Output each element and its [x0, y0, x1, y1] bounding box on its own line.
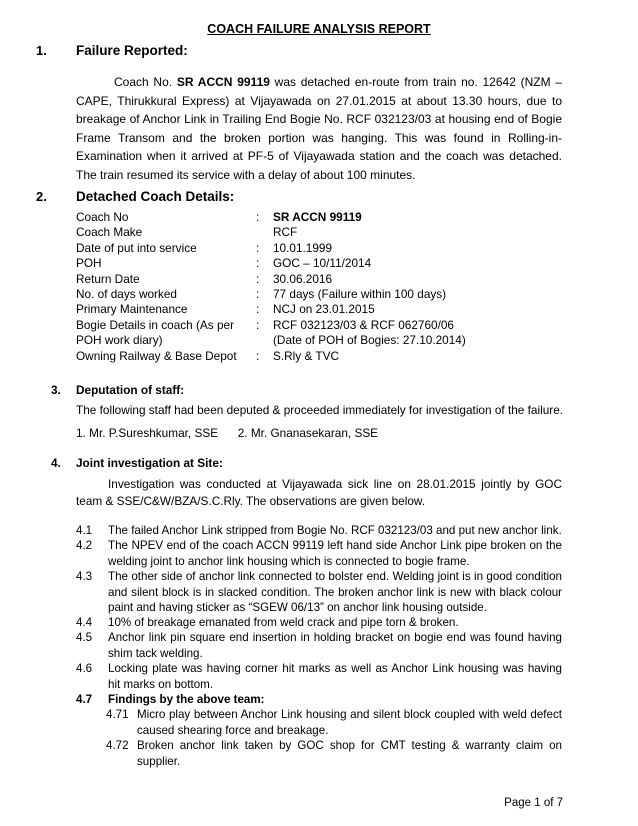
coach-detail-value: 30.06.2016: [273, 271, 333, 286]
coach-detail-row: [76, 241, 576, 256]
observation-number: 4.2: [76, 539, 93, 552]
coach-detail-colon: :: [256, 317, 260, 332]
coach-detail-colon: :: [256, 210, 260, 224]
coach-detail-value: NCJ on 23.01.2015: [273, 302, 375, 317]
finding-subitem: [106, 738, 562, 769]
coach-detail-colon: :: [256, 256, 260, 271]
section-1-heading: Failure Reported:: [76, 43, 188, 58]
coach-detail-value: RCF: [273, 225, 298, 240]
deputation-staff: 1. Mr. P.Sureshkumar, SSE 2. Mr. Gnanasekaran, SSE: [76, 426, 379, 440]
coach-detail-colon: :: [256, 286, 260, 301]
observation-text: The failed Anchor Link stripped from Bogie No. RCF 032123/03 and put new anchor link.: [108, 524, 562, 537]
finding-number: 4.71: [106, 708, 129, 721]
report-title: COACH FAILURE ANALYSIS REPORT: [207, 22, 431, 36]
coach-detail-value: SR ACCN 99119: [273, 210, 362, 224]
failure-text-rest: was detached en-route from train no. 12642 (NZM – CAPE, Thirukkural Express) at Vijayawada on 27.01.2015 at about 13.30 hours, due to breakage of Anchor Link in Trailing End Bogie No. RCF 032123/03 at housing end of Bogie Frame Transom and the broken portion was hanging. This was found in Rolling-in-Examination when it arrived at PF-5 of Vijayawada station and the coach was detached. The train resumed its service with a delay of about 100 minutes.: [76, 75, 563, 182]
section-4-number: 4.: [51, 456, 61, 470]
observation-item: [76, 630, 562, 661]
coach-detail-colon: :: [256, 348, 260, 363]
observation-number: 4.3: [76, 570, 93, 583]
coach-details-table: [76, 210, 576, 364]
failure-coach-number: SR ACCN 99119: [176, 75, 270, 89]
coach-detail-colon: :: [256, 302, 260, 317]
joint-intro: Investigation was conducted at Vijayawada sick line on 28.01.2015 jointly by GOC team & SSE/C&W/BZA/S.C.Rly. The observations are given below.: [76, 477, 562, 508]
observation-number: 4.5: [76, 631, 93, 644]
failure-paragraph: [76, 73, 562, 184]
section-3-heading: Deputation of staff:: [76, 383, 185, 397]
coach-detail-row: [76, 225, 576, 240]
coach-detail-row: [76, 333, 576, 348]
observation-text: Anchor link pin square end insertion in holding bracket on bogie end was found having shim tack welding.: [108, 631, 562, 660]
failure-text-start: Coach No.: [114, 75, 177, 89]
coach-detail-colon: [256, 333, 273, 348]
coach-detail-row: [76, 302, 576, 317]
coach-detail-row: [76, 210, 576, 225]
coach-detail-value: 77 days (Failure within 100 days): [273, 286, 447, 301]
observation-number: 4.6: [76, 662, 93, 675]
observation-item: [76, 523, 562, 539]
observation-item: [76, 538, 562, 569]
coach-detail-value: (Date of POH of Bogies: 27.10.2014): [273, 333, 466, 348]
coach-detail-key: POH: [76, 256, 102, 271]
coach-detail-key: Primary Maintenance: [76, 302, 188, 317]
finding-subitem: [106, 707, 562, 738]
findings-heading: Findings by the above team:: [108, 693, 265, 706]
coach-detail-row: [76, 318, 576, 333]
coach-detail-value: GOC – 10/11/2014: [273, 256, 372, 271]
coach-detail-key: Coach Make: [76, 225, 143, 240]
section-2-heading: Detached Coach Details:: [76, 189, 235, 204]
coach-detail-row: [76, 349, 576, 364]
coach-detail-key: No. of days worked: [76, 286, 177, 301]
observation-item: [76, 615, 562, 631]
observation-item: [76, 569, 562, 616]
coach-detail-value: 10.01.1999: [273, 240, 333, 255]
coach-detail-colon: :: [256, 271, 260, 286]
finding-number: 4.72: [106, 739, 129, 752]
finding-text: Broken anchor link taken by GOC shop for CMT testing & warranty claim on supplier.: [137, 739, 562, 768]
section-3-number: 3.: [51, 383, 61, 397]
coach-detail-key: Owning Railway & Base Depot: [76, 348, 237, 363]
observation-text: The other side of anchor link connected to bolster end. Welding joint is in good condition and silent block is in slacked condition. The broken anchor link is new with black colour paint and having sticker as “SGEW 06/13” on anchor link housing outside.: [108, 570, 562, 615]
coach-detail-row: [76, 272, 576, 287]
coach-detail-row: [76, 287, 576, 302]
observation-number: 4.4: [76, 616, 93, 629]
coach-detail-key: Coach No: [76, 210, 129, 224]
observation-text: The NPEV end of the coach ACCN 99119 left hand side Anchor Link pipe broken on the welding joint to anchor link housing which is connected to bogie frame.: [108, 539, 562, 568]
section-2-number: 2.: [36, 189, 47, 204]
coach-detail-colon: :: [256, 240, 260, 255]
coach-detail-key: Return Date: [76, 271, 140, 286]
observation-number: 4.1: [76, 524, 93, 537]
observation-item: [76, 661, 562, 692]
observation-text: 10% of breakage emanated from weld crack and pipe torn & broken.: [108, 616, 459, 629]
findings-item: [76, 692, 562, 708]
findings-number: 4.7: [76, 693, 93, 706]
deputation-text: The following staff had been deputed & proceeded immediately for investigation of the failure.: [76, 403, 564, 417]
coach-detail-key: Bogie Details in coach (As per: [76, 317, 235, 332]
page-number: Page 1 of 7: [504, 797, 563, 809]
coach-detail-value: RCF 032123/03 & RCF 062760/06: [273, 317, 454, 332]
coach-detail-value: S.Rly & TVC: [273, 348, 339, 363]
coach-detail-colon: [256, 225, 273, 240]
coach-detail-row: [76, 256, 576, 271]
section-4-heading: Joint investigation at Site:: [76, 456, 223, 470]
finding-text: Micro play between Anchor Link housing and silent block coupled with weld defect caused shearing force and breakage.: [137, 708, 562, 737]
observation-text: Locking plate was having corner hit marks as well as Anchor Link housing was having hit marks on bottom.: [108, 662, 562, 691]
coach-detail-key: Date of put into service: [76, 240, 197, 255]
coach-detail-key: POH work diary): [76, 333, 163, 348]
section-1-number: 1.: [36, 43, 47, 58]
